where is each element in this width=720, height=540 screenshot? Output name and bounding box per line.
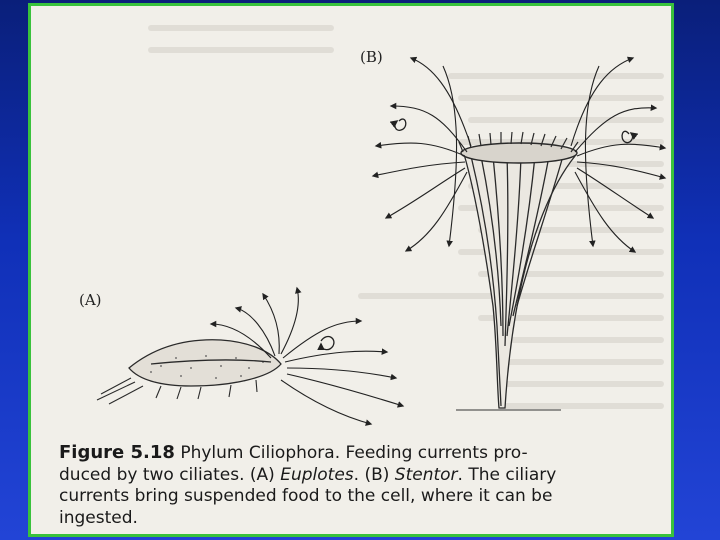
panel-b-label: (B): [360, 48, 383, 66]
euplotes-body: [129, 340, 281, 386]
caption-text-3: . (B): [353, 464, 395, 485]
caption-text-1: Phylum Ciliophora. Feeding currents pro-: [174, 443, 528, 463]
caption-text-4: . The ciliary: [457, 464, 557, 485]
genus-euplotes: Euplotes: [280, 464, 354, 485]
caption-text-2: duced by two ciliates. (A): [59, 464, 281, 485]
figure-page: [28, 3, 674, 537]
panel-a-label: (A): [79, 291, 102, 309]
caption-text-5: currents bring suspended food to the cell, where it can be: [59, 486, 553, 506]
figure-number: Figure 5.18: [59, 442, 175, 463]
figure-caption: [59, 442, 659, 529]
caption-text-6: ingested.: [59, 507, 138, 528]
euplotes-illustration: [31, 6, 671, 436]
euplotes-vortex-icon: [321, 337, 334, 350]
genus-stentor: Stentor: [394, 464, 458, 485]
